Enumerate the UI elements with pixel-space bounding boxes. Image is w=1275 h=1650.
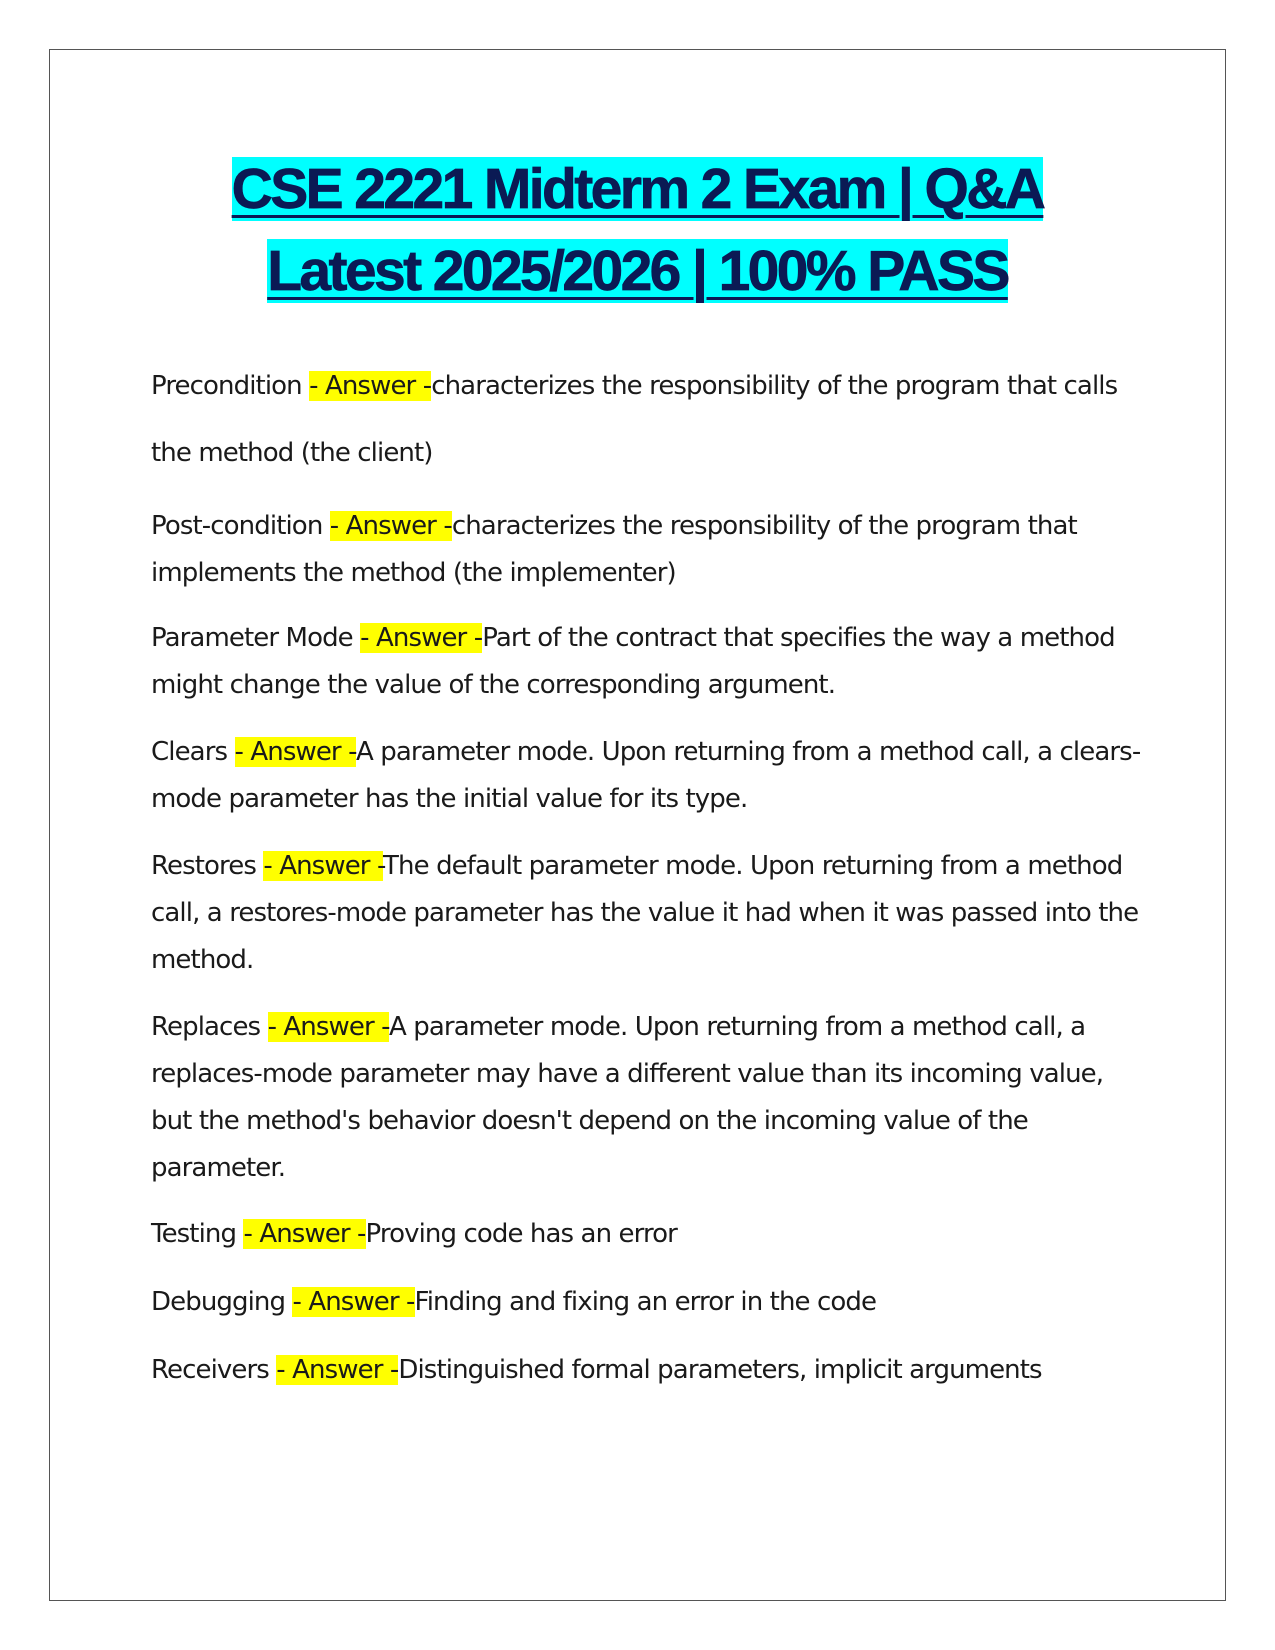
answer-highlight: - Answer - [309, 371, 432, 401]
qa-term: Debugging [151, 1287, 293, 1317]
title-line-2: Latest 2025/2026 | 100% PASS [267, 239, 1008, 303]
title-line-1: CSE 2221 Midterm 2 Exam | Q&A [231, 157, 1044, 221]
qa-definition: A parameter mode. Upon returning from a method call, a clears-mode parameter has the initial value for its type. [151, 737, 1141, 814]
document-title [100, 148, 1175, 312]
qa-term: Precondition [151, 371, 310, 401]
qa-definition: characterizes the responsibility of the program that calls the method (the client) [151, 371, 1118, 468]
qa-term: Clears [151, 737, 235, 767]
qa-entry-clears [151, 729, 1141, 823]
qa-term: Testing [151, 1219, 244, 1249]
qa-definition: Finding and fixing an error in the code [414, 1287, 877, 1317]
answer-highlight: - Answer - [276, 1355, 399, 1385]
answer-highlight: - Answer - [360, 623, 483, 653]
answer-highlight: - Answer - [329, 511, 452, 541]
qa-term: Post-condition [151, 511, 330, 541]
qa-entry-receivers [151, 1347, 1141, 1394]
qa-definition: characterizes the responsibility of the program that implements the method (the implementer) [151, 511, 1077, 588]
answer-highlight: - Answer - [292, 1287, 415, 1317]
qa-entry-testing [151, 1211, 1141, 1258]
qa-entry-post-condition [151, 503, 1141, 597]
qa-entry-parameter-mode [151, 615, 1141, 709]
qa-definition: A parameter mode. Upon returning from a method call, a replaces-mode parameter may have a different value than its incoming value, but the method's behavior doesn't depend on the incoming value of the parameter. [151, 1012, 1104, 1183]
qa-term: Restores [151, 851, 264, 881]
answer-highlight: - Answer - [234, 737, 356, 767]
answer-highlight: - Answer - [263, 851, 384, 881]
answer-highlight: - Answer - [267, 1012, 390, 1042]
qa-entry-restores [151, 843, 1141, 984]
qa-term: Parameter Mode [151, 623, 361, 653]
qa-definition: Distinguished formal parameters, implicit arguments [398, 1355, 1042, 1385]
qa-entry-precondition [151, 353, 1141, 487]
qa-definition: The default parameter mode. Upon returning from a method call, a restores-mode parameter has the value it had when it was passed into the method. [151, 851, 1139, 975]
qa-entry-replaces [151, 1004, 1141, 1192]
qa-definition: Part of the contract that specifies the way a method might change the value of the corresponding argument. [151, 623, 1115, 700]
qa-term: Receivers [151, 1355, 277, 1385]
answer-highlight: - Answer - [243, 1219, 366, 1249]
qa-entry-debugging [151, 1279, 1141, 1326]
qa-definition: Proving code has an error [365, 1219, 677, 1249]
qa-term: Replaces [151, 1012, 268, 1042]
